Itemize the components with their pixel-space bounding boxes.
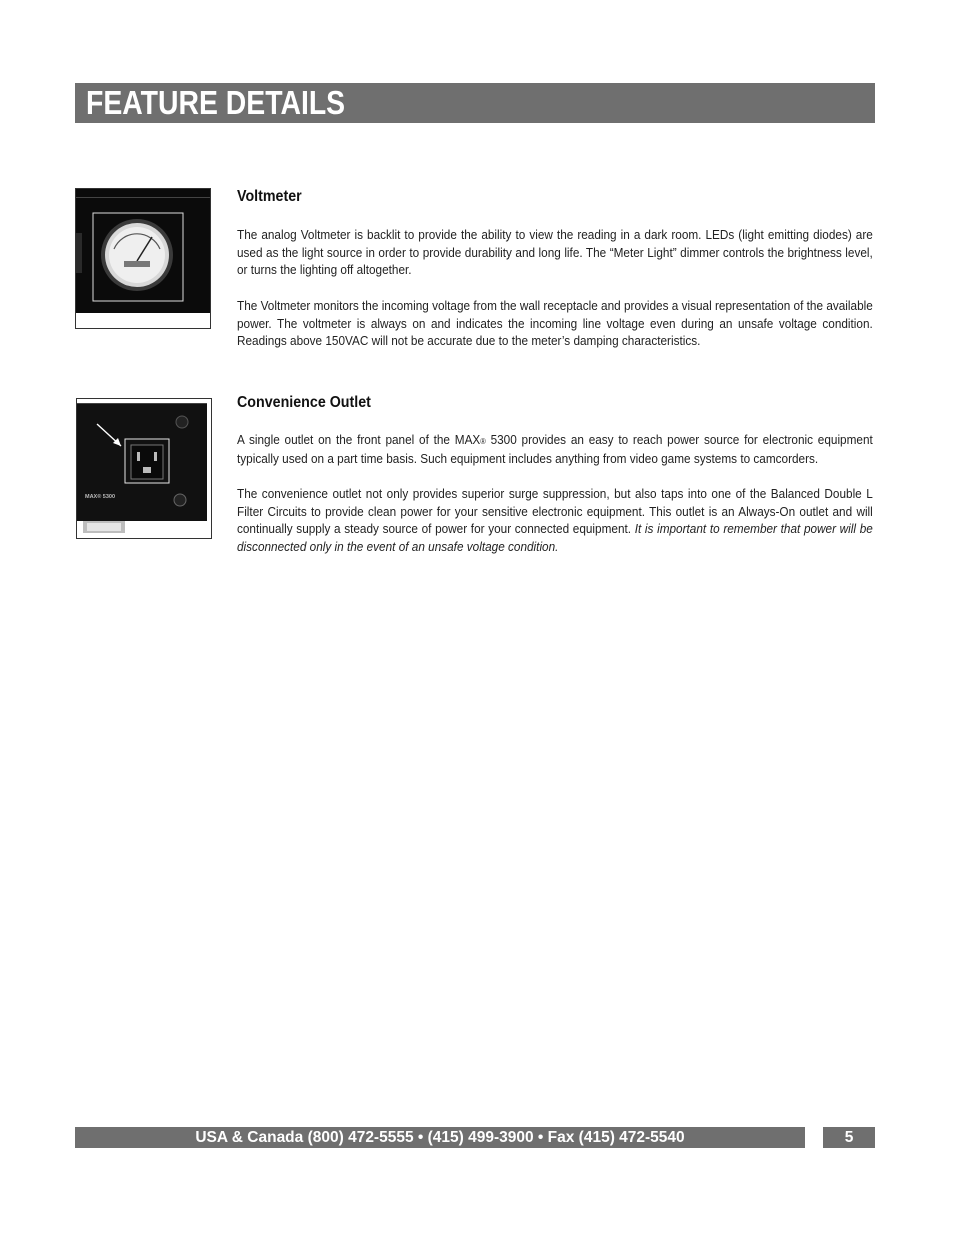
section-heading-convenience-outlet: Convenience Outlet [237,394,371,411]
section-heading-voltmeter: Voltmeter [237,188,302,205]
page-number: 5 [844,1129,854,1146]
outlet-panel-model-label: MAX® 5300 [85,494,116,500]
voltmeter-photo [75,188,211,329]
convenience-outlet-paragraph-1: A single outlet on the front panel of the MAX® 5300 provides an easy to reach power source for electronic equipment typically used on a part time basis. Such equipment includes anything from video game systems to camcorders. [237,433,873,466]
safety-note: It is important to remember that power will be disconnected only in the event of an unsafe voltage condition. [237,522,873,555]
page-title-bar [75,83,875,123]
footer-contact: USA & Canada (800) 472-5555 • (415) 499-3900 • Fax (415) 472-5540 [195,1129,685,1146]
voltmeter-paragraph-2: The Voltmeter monitors the incoming voltage from the wall receptacle and provides a visual representation of the available power. The voltmeter is always on and indicates the incoming line voltage even during an unsafe voltage condition. Readings above 150VAC will not be accurate due to the meter’s damping characteristics. [237,299,873,349]
voltmeter-paragraph-1: The analog Voltmeter is backlit to provide the ability to view the reading in a dark room. LEDs (light emitting diodes) are used as the light source in order to provide durability and long life. The “Meter Light” dimmer controls the brightness level, or turns the lighting off altogether. [237,228,873,278]
registered-mark: ® [480,437,486,446]
footer-contact-bar [75,1127,805,1148]
page-number-box [823,1127,875,1148]
convenience-outlet-photo [76,398,212,539]
page-title: FEATURE DETAILS [86,84,346,121]
convenience-outlet-paragraph-2: The convenience outlet not only provides superior surge suppression, but also taps into one of the Balanced Double L Filter Circuits to provide clean power for your sensitive electronic equipment. This outlet is an Always-On outlet and will continually supply a steady source of power for your connected equipment. It is important to remember that power will be disconnected only in the event of an unsafe voltage condition. [237,487,873,555]
